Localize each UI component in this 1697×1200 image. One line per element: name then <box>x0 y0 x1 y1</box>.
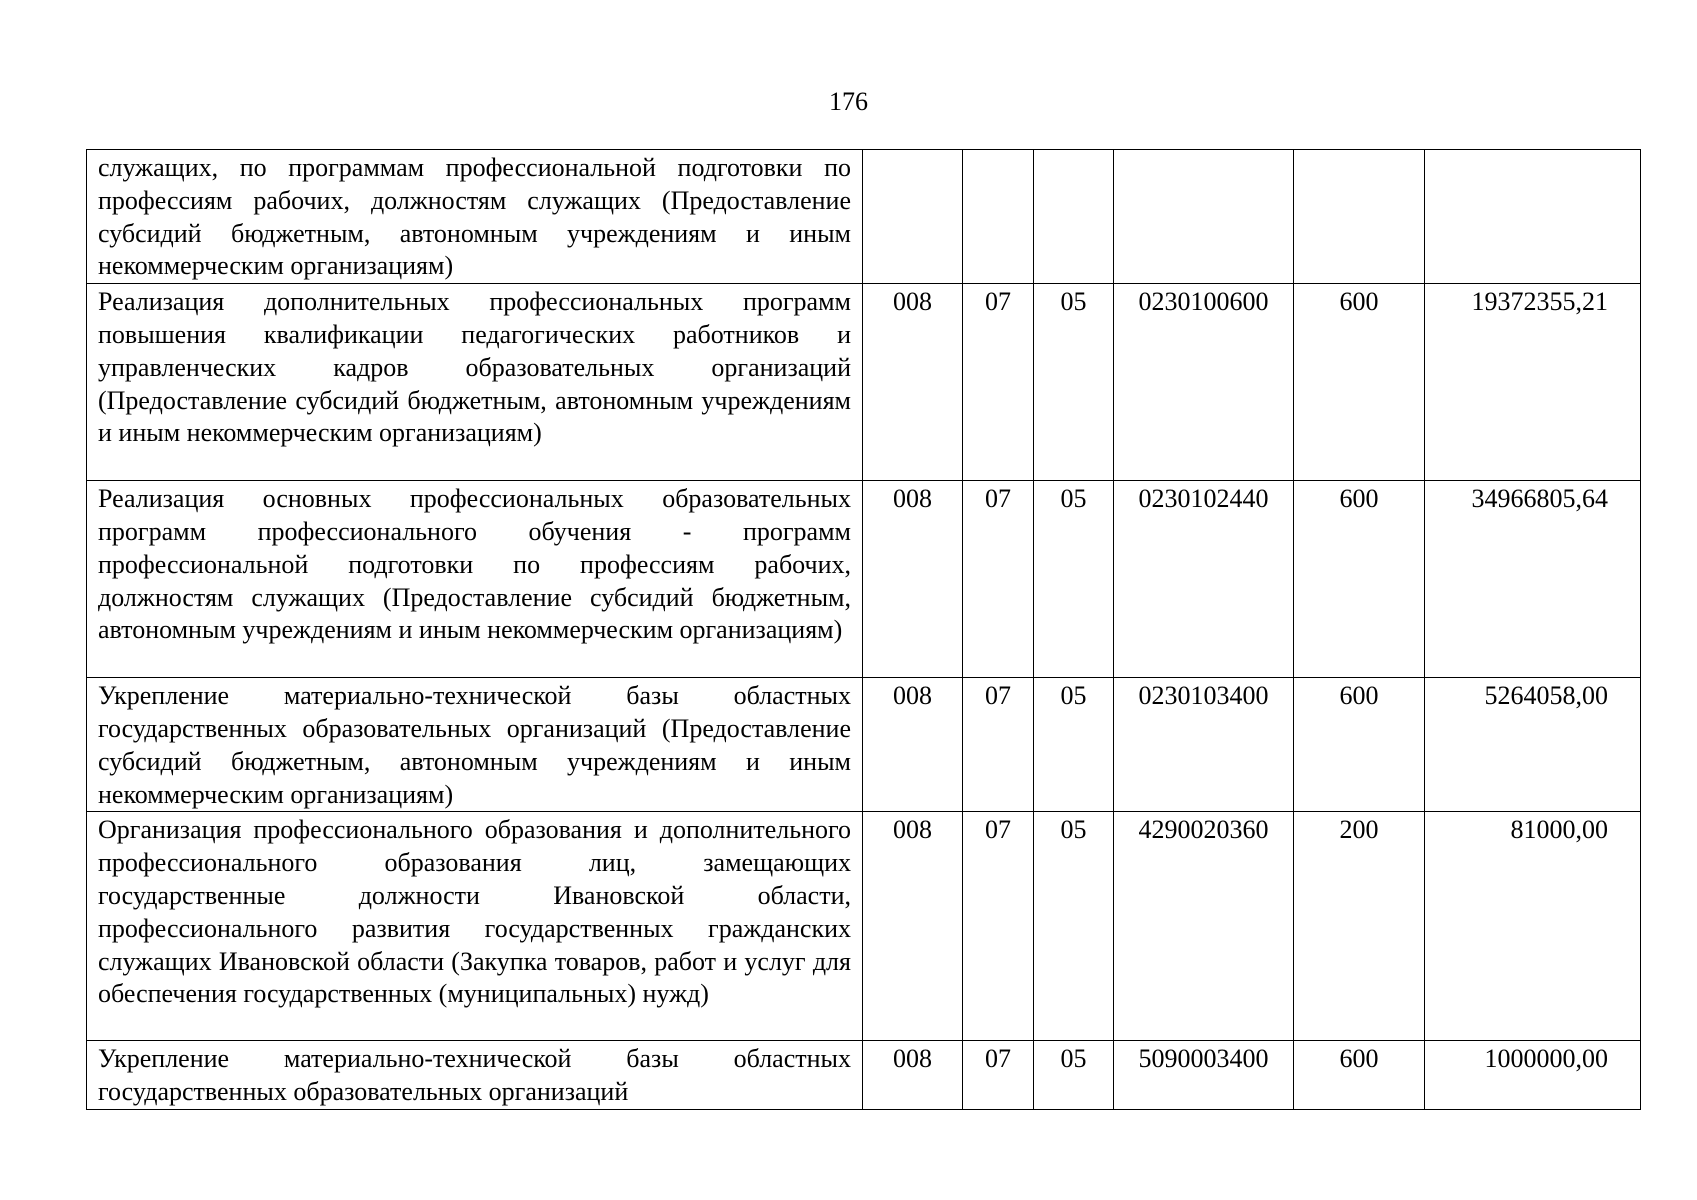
expense-type-cell: 600 <box>1294 678 1425 812</box>
table-row <box>87 481 1641 678</box>
target-article-cell <box>1114 150 1294 284</box>
subsection-cell: 05 <box>1034 284 1114 481</box>
description-cell: Укрепление материально-технической базы областных государственных образовательных организаций (Предоставление субсидий бюджетным, автономным учреждениям и иным некоммерческим организациям) <box>87 678 863 812</box>
ministry-cell: 008 <box>863 678 963 812</box>
subsection-cell: 05 <box>1034 812 1114 1041</box>
expense-type-cell <box>1294 150 1425 284</box>
ministry-cell <box>863 150 963 284</box>
page-number: 176 <box>829 87 868 116</box>
table-row <box>87 150 1641 284</box>
target-article-cell: 0230103400 <box>1114 678 1294 812</box>
amount-cell: 1000000,00 <box>1425 1041 1641 1110</box>
table-row <box>87 1041 1641 1110</box>
subsection-cell: 05 <box>1034 678 1114 812</box>
ministry-cell: 008 <box>863 481 963 678</box>
description-cell: служащих, по программам профессиональной подготовки по профессиям рабочих, должностям служащих (Предоставление субсидий бюджетным, автономным учреждениям и иным некоммерческим организациям) <box>87 150 863 284</box>
budget-table <box>86 149 1641 1110</box>
amount-cell: 19372355,21 <box>1425 284 1641 481</box>
description-cell: Реализация дополнительных профессиональных программ повышения квалификации педагогических работников и управленческих кадров образовательных организаций (Предоставление субсидий бюджетным, автономным учреждениям и иным некоммерческим организациям) <box>87 284 863 481</box>
section-cell: 07 <box>963 812 1034 1041</box>
table-row <box>87 678 1641 812</box>
ministry-cell: 008 <box>863 1041 963 1110</box>
section-cell: 07 <box>963 284 1034 481</box>
table-row <box>87 812 1641 1041</box>
ministry-cell: 008 <box>863 284 963 481</box>
subsection-cell <box>1034 150 1114 284</box>
target-article-cell: 5090003400 <box>1114 1041 1294 1110</box>
description-cell: Организация профессионального образования и дополнительного профессионального образования лиц, замещающих государственные должности Ивановской области, профессионального развития государственных гражданских служащих Ивановской области (Закупка товаров, работ и услуг для обеспечения государственных (муниципальных) нужд) <box>87 812 863 1041</box>
subsection-cell: 05 <box>1034 481 1114 678</box>
section-cell: 07 <box>963 678 1034 812</box>
subsection-cell: 05 <box>1034 1041 1114 1110</box>
target-article-cell: 0230102440 <box>1114 481 1294 678</box>
expense-type-cell: 600 <box>1294 481 1425 678</box>
target-article-cell: 4290020360 <box>1114 812 1294 1041</box>
expense-type-cell: 600 <box>1294 1041 1425 1110</box>
section-cell: 07 <box>963 1041 1034 1110</box>
section-cell <box>963 150 1034 284</box>
expense-type-cell: 600 <box>1294 284 1425 481</box>
expense-type-cell: 200 <box>1294 812 1425 1041</box>
amount-cell: 34966805,64 <box>1425 481 1641 678</box>
amount-cell: 81000,00 <box>1425 812 1641 1041</box>
target-article-cell: 0230100600 <box>1114 284 1294 481</box>
section-cell: 07 <box>963 481 1034 678</box>
amount-cell: 5264058,00 <box>1425 678 1641 812</box>
table-row <box>87 284 1641 481</box>
description-cell: Укрепление материально-технической базы областных государственных образовательных организаций <box>87 1041 863 1110</box>
amount-cell <box>1425 150 1641 284</box>
ministry-cell: 008 <box>863 812 963 1041</box>
description-cell: Реализация основных профессиональных образовательных программ профессионального обучения - программ профессиональной подготовки по профессиям рабочих, должностям служащих (Предоставление субсидий бюджетным, автономным учреждениям и иным некоммерческим организациям) <box>87 481 863 678</box>
